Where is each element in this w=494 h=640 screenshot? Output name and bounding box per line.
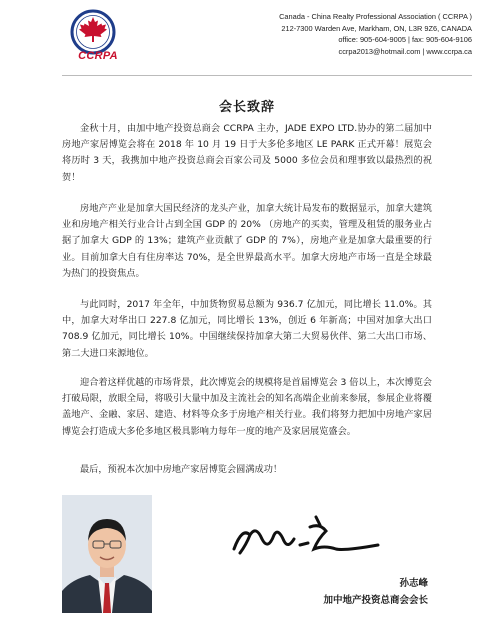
org-address: 212-7300 Warden Ave, Markham, ON, L3R 9Z6, CANADA: [281, 23, 472, 33]
letter-paragraph: 房地产产业是加拿大国民经济的龙头产业，加拿大统计局发布的数据显示，加拿大建筑业和房地产相关行业合计占到全国 GDP 的 20% （房地产的买卖，管理及租赁的服务业占据了加拿大 GDP 的 13%；建筑产业贡献了 GDP 的 7%），房地产业是加拿大最重要的行业。目前加拿大自有住房率达 70%，是全世界最高水平。加拿大房地产市场一直是全球最为热门的投资焦点。: [62, 203, 432, 279]
handwritten-signature: [228, 505, 388, 563]
letter-paragraph: 金秋十月，由加中地产投资总商会 CCRPA 主办，JADE EXPO LTD.协办的第二届加中房地产家居博览会将在 2018 年 10 月 19 日于大多伦多地区 LE PARK 正式开幕！展览会将历时 3 天，我携加中地产投资总商会百家公司及 5000 多位会员和理事致以最热烈的祝贺！: [62, 123, 432, 183]
signer-name: 孙志峰: [399, 578, 428, 589]
logo-wordmark: CCRPA: [78, 50, 118, 62]
letter-title: 会长致辞: [218, 100, 275, 115]
letter-paragraph: 迎合着这样优越的市场背景，此次博览会的规模将是首届博览会 3 倍以上，本次博览会打破局限，放眼全局，将吸引大量中加及主流社会的知名高端企业前来参展，参展企业将覆盖地产、金融、家居、建造、材料等众多于房地产相关行业。我们将努力把加中房地产家居博览会打造成大多伦多地区极具影响力每年一度的地产及家居展览盛会。: [62, 377, 432, 437]
org-email-website: ccrpa2013@hotmail.com | www.ccrpa.ca: [338, 46, 472, 56]
letter-paragraph: 最后，预祝本次加中房地产家居博览会圆满成功！: [80, 464, 283, 475]
header-divider: [62, 75, 472, 76]
letter-paragraph: 与此同时，2017 年全年，中加货物贸易总额为 936.7 亿加元，同比增长 11.0%。其中，加拿大对华出口 227.8 亿加元，同比增长 13%，创近 6 年新高；中国对加拿大出口 708.9 亿加元，同比增长 10%。中国继续保持加拿大第二大贸易伙伴、第二大出口市场、第二大进口来源地位。: [62, 299, 432, 359]
contact-block: [192, 11, 472, 57]
org-phone-fax: office: 905-604-9005 | fax: 905-604-9106: [338, 35, 472, 44]
signer-title: 加中地产投资总商会会长: [323, 595, 428, 606]
president-portrait: [62, 495, 152, 613]
org-name: Canada - China Realty Professional Association ( CCRPA ): [279, 12, 472, 21]
letterhead: [0, 0, 494, 62]
